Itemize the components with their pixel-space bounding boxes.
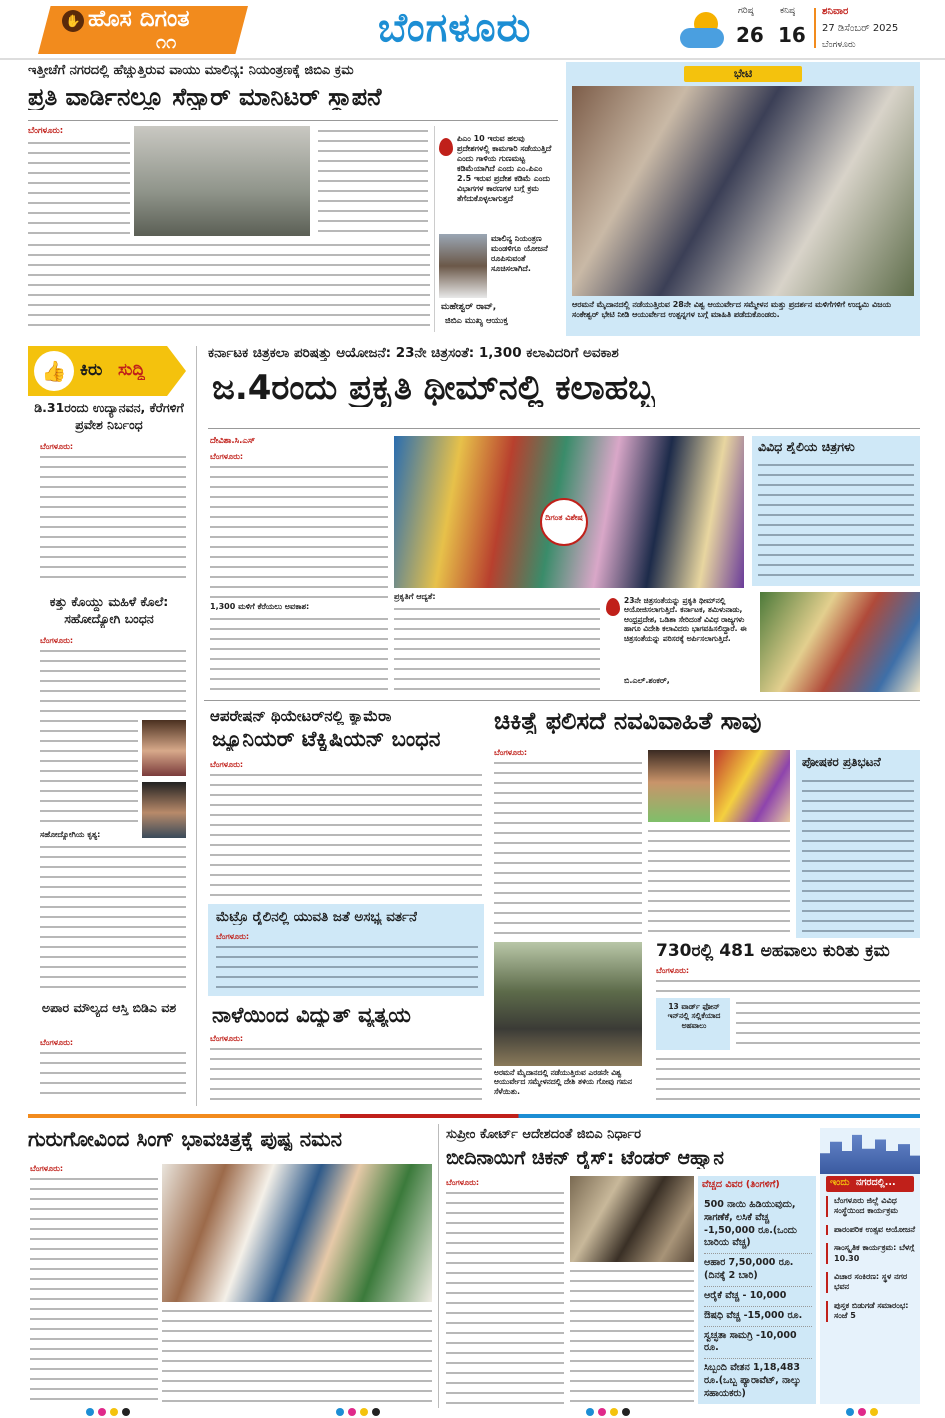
bride-text-2 [648, 826, 790, 938]
art-text-3 [394, 604, 600, 692]
cost-item: ಆಹಾರ 7,50,000 ರೂ.(ದಿನಕ್ಕೆ 2 ಬಾರಿ) [704, 1254, 812, 1287]
visit-caption: ಆರಮನೆ ಮೈದಾನದಲ್ಲಿ ನಡೆಯುತ್ತಿರುವ 28ನೇ ವಿಶ್ವ ಆಯುರ್ವೇದ ಸಮ್ಮೇಳನ ಮತ್ತು ಪ್ರದರ್ಶನ ಮಳಿಗೆಗಳಿಗೆ ಉದ್ಯಮಿ ವಿಜಯ ಸಂಕೇಶ್ವರ್ ಭೇಟಿ ನೀಡಿ ಆಯುರ್ವೇದ ಉತ್ಪನ್ನಗಳ ಬಗ್ಗೆ ಮಾಹಿತಿ ಪಡೆದುಕೊಂಡರು. [572, 300, 892, 319]
art-text-2 [210, 614, 388, 692]
cow-photo [494, 942, 642, 1066]
art-quote: 23ನೇ ಚಿತ್ರಸಂತೆಯನ್ನು ಪ್ರಕೃತಿ ಥೀಮ್‌ನಲ್ಲಿ ಆಯೋಜಿಸಲಾಗುತ್ತಿದೆ. ಕರ್ನಾಟಕ, ತಮಿಳುನಾಡು, ಆಂಧ್ರಪ್ರದೇಶ, ಒಡಿಶಾ ಸೇರಿದಂತೆ ವಿವಿಧ ರಾಜ್ಯಗಳು ಹಾಗೂ ವಿದೇಶಿ ಕಲಾವಿದರು ಭಾಗವಹಿಸಲಿದ್ದಾರೆ. ಈ ಚಿತ್ರಸಂತೆಯನ್ನು ಪರಿಸರಕ್ಕೆ ಅರ್ಪಿಸಲಾಗುತ್ತಿದೆ. [624, 596, 747, 643]
kiru-dateline-2: ಬೆಂಗಳೂರು: [40, 636, 74, 645]
grv-text-top [656, 976, 920, 996]
guru-photo [162, 1164, 432, 1302]
art-kicker: ಕರ್ನಾಟಕ ಚಿತ್ರಕಲಾ ಪರಿಷತ್ತು ಆಯೋಜನೆ: 23ನೇ ಚಿತ್ರಸಂತೆ: 1,300 ಕಲಾವಿದರಿಗೆ ಅವಕಾಶ [208, 346, 619, 361]
guru-headline: ಗುರುಗೋವಿಂದ ಸಿಂಗ್ ಭಾವಚಿತ್ರಕ್ಕೆ ಪುಷ್ಪ ನಮನ [28, 1128, 343, 1151]
cam-headline-a: ಆಪರೇಷನ್ ಥಿಯೇಟರ್‌ನಲ್ಲಿ ಕ್ಯಾಮೆರಾ [210, 708, 392, 725]
kiru-sub2: ಸಹೋದ್ಯೋಗಿಯ ಕೃತ್ಯ: [40, 830, 101, 839]
dogs-photo [570, 1176, 694, 1262]
art-byline: ದೇವಿಶಾ.ಸಿ.ಎಸ್ [210, 436, 256, 446]
bride-headline: ಚಿಕಿತ್ಸೆ ಫಲಿಸದೆ ನವವಿವಾಹಿತೆ ಸಾವು [494, 708, 762, 735]
s1-quote2: ಮಾಲಿನ್ಯ ನಿಯಂತ್ರಣ ಮಂಡಳಿಗೂ ಯೋಜನೆ ರೂಪಿಸುವಂತೆ ಸೂಚಿಸಲಾಗಿದೆ. [491, 234, 548, 273]
grv-box [656, 998, 730, 1050]
kiru-label-a: ಕಿರು [80, 361, 103, 380]
kiru-text-3 [40, 716, 138, 826]
kiru-text-1 [40, 452, 186, 586]
s1-quote-box [434, 126, 558, 332]
kiru-dateline-3: ಬೆಂಗಳೂರು: [40, 1038, 74, 1047]
bottom-color-rule [28, 1114, 920, 1118]
cost-item: ಔಷಧಿ ವೆಚ್ಚ -15,000 ರೂ. [704, 1307, 812, 1327]
kiru-h3: ಅಪಾರ ಮೌಲ್ಯದ ಆಸ್ತಿ ಬಿಡಿಎ ವಶ [41, 1000, 177, 1015]
bride-dateline: ಬೆಂಗಳೂರು: [494, 748, 528, 757]
art-rule [208, 428, 920, 429]
bride-box-text [802, 776, 914, 932]
kiru-text-4 [40, 842, 186, 994]
bride-photo-1 [648, 750, 710, 822]
dogs-dateline: ಬೆಂಗಳೂರು: [446, 1178, 480, 1187]
metro-box [208, 904, 484, 996]
visit-tag: ಭೇಟಿ [684, 66, 802, 82]
registration-marks [86, 1408, 886, 1416]
today-item: ಸಾಂಸ್ಕೃತಿಕ ಕಾರ್ಯಕ್ರಮ: ಬೆಳಗ್ಗೆ 10.30 [826, 1243, 916, 1264]
date: 27 ಡಿಸೆಂಬರ್ 2025 [822, 23, 899, 34]
page-number: ೧೧ [156, 33, 177, 53]
cost-box-title: ವೆಚ್ಚದ ವಿವರ (ತಿಂಗಳಿಗೆ) [702, 1180, 780, 1190]
art-quote-drop-icon [606, 598, 620, 616]
cost-item: 500 ನಾಯಿ ಹಿಡಿಯುವುದು, ಸಾಗಣೆಕೆ, ಲಸಿಕೆ ವೆಚ್ಚ -1,50,000 ರೂ.(ಒಂದು ಬಾರಿಯ ವೆಚ್ಚ) [704, 1196, 812, 1254]
art-quote-box [604, 594, 754, 692]
bottom-col-rule [438, 1124, 439, 1408]
bride-text-1 [494, 758, 642, 938]
art-stamp-logo [540, 498, 588, 546]
cost-list [704, 1196, 812, 1402]
art-headline: ಜ.4ರಂದು ಪ್ರಕೃತಿ ಥೀಮ್‌ನಲ್ಲಿ ಕಲಾಹಬ್ಬ [212, 370, 656, 408]
grv-headline: 730ರಲ್ಲಿ 481 ಅಹವಾಲು ಕುರಿತು ಕ್ರಮ [656, 942, 890, 961]
grv-text-right [736, 998, 920, 1050]
s1-role: ಜಿಬಿಎ ಮುಖ್ಯ ಆಯುಕ್ತ [445, 316, 508, 326]
dogs-text-1 [446, 1188, 564, 1404]
skyline-icon [820, 1128, 920, 1174]
metro-text [216, 942, 478, 992]
today-item: ಬೆಂಗಳೂರು ಜಿಲ್ಲೆ ವಿವಿಧ ಸಂಸ್ಥೆಯಿಂದ ಕಾರ್ಯಕ್ರಮ [826, 1196, 916, 1217]
weekday: ಶನಿವಾರ [822, 6, 849, 17]
metro-headline: ಮೆಟ್ರೊ ರೈಲಿನಲ್ಲಿ ಯುವತಿ ಜತೆ ಅಸಭ್ಯ ವರ್ತನೆ [216, 910, 418, 925]
metro-dateline: ಬೆಂಗಳೂರು: [216, 932, 250, 941]
mid-rule-1 [204, 700, 920, 701]
power-headline: ನಾಳೆಯಿಂದ ವಿದ್ಯುತ್ ವ್ಯತ್ಯಯ [212, 1004, 411, 1027]
kiru-thumb-icon: 👍 [34, 351, 74, 391]
power-dateline: ಬೆಂಗಳೂರು: [210, 1034, 244, 1043]
s1-text-col1 [28, 138, 130, 236]
max-temp-label: ಗರಿಷ್ಠ [738, 6, 754, 16]
cam-dateline: ಬೆಂಗಳೂರು: [210, 760, 244, 769]
cam-headline-b: ಜ್ಯೂನಿಯರ್ ಟೆಕ್ನಿಷಿಯನ್ ಬಂಧನ [212, 728, 441, 751]
kiru-label-b: ಸುದ್ದಿ [118, 361, 145, 380]
vertical-divider [814, 8, 816, 48]
bride-box-title: ಪೋಷಕರ ಪ್ರತಿಭಟನೆ [802, 756, 881, 769]
kiru-text-5 [40, 1048, 186, 1100]
kiru-dateline-1: ಬೆಂಗಳೂರು: [40, 442, 74, 451]
s1-quote: ಪಿಎಂ 10 ಇರುವ ಹಲವು ಪ್ರದೇಶಗಳಲ್ಲಿ ಕಾಮಗಾರಿ ಸಡೆಯುತ್ತಿದೆ ಎಂದು ಗಾಳಿಯ ಗುಣಮಟ್ಟ ಕಡಿಮೆಯಾಗಿದೆ ಎಂದು ಎಂ.ಪಿಎಂ 2.5 ಇರುವ ಪ್ರದೇಶ ಕಡಿಮೆ ಎಂದು ವಿಭಾಗಗಳ ಕಾರಣಗಳ ಬಗ್ಗೆ ಕ್ರಮ ತೆಗೆದುಕೊಳ್ಳಲಾಗುತ್ತದೆ [457, 134, 552, 203]
kiru-accused-photo [142, 782, 186, 838]
cost-item: ಸ್ವಚ್ಛತಾ ಸಾಮಗ್ರಿ -10,000 ರೂ. [704, 1327, 812, 1360]
today-list [826, 1196, 916, 1400]
kiru-column-rule [196, 346, 197, 1106]
weather-icon [680, 12, 726, 50]
art-side-box [752, 436, 920, 586]
visit-box [566, 62, 920, 336]
s1-traffic-photo [134, 126, 310, 236]
kiru-h1: ಡಿ.31ರಂದು ಉದ್ಯಾನವನ, ಕೆರೆಗಳಿಗೆ ಪ್ರವೇಶ ನಿರ್ಬಂಧ [34, 400, 184, 432]
today-title-a: ಇಂದು [830, 1178, 850, 1188]
s1-dateline: ಬೆಂಗಳೂರು: [28, 126, 64, 136]
art-logo-text: ದಿಗಂತ ವಿಶೇಷ [545, 513, 583, 522]
masthead [0, 0, 945, 60]
art-sub: 1,300 ಮಳಿಗೆ ಕೆರೆಯಲು ಅವಕಾಶ: [210, 602, 310, 611]
grv-dateline: ಬೆಂಗಳೂರು: [656, 966, 690, 975]
cost-item: ಆರೈಕೆ ವೆಚ್ಚ - 10,000 [704, 1287, 812, 1307]
art-crowd-photo [760, 592, 920, 692]
today-item: ವಿಚಾರ ಸಂಕಿರಣ: ಸ್ಥಳ ನಗರ ಭವನ [826, 1272, 916, 1293]
power-text [210, 1044, 482, 1108]
s1-kicker: ಇತ್ತೀಚೆಗೆ ನಗರದಲ್ಲಿ ಹೆಚ್ಚುತ್ತಿರುವ ವಾಯು ಮಾಲಿನ್ಯ: ನಿಯಂತ್ರಣಕ್ಕೆ ಜಿಬಿಎ ಕ್ರಮ [28, 64, 354, 78]
cost-box [698, 1176, 816, 1404]
art-dateline: ಬೆಂಗಳೂರು: [210, 452, 244, 461]
art-box-title: ವಿವಿಧ ಶೈಲಿಯ ಚಿತ್ರಗಳು [758, 440, 855, 454]
bride-photo-2 [714, 750, 790, 822]
art-text-1 [210, 462, 388, 598]
s1-rule [28, 120, 558, 121]
s1-headline: ಪ್ರತಿ ವಾರ್ಡಿನಲ್ಲೂ ಸೆನ್ಸಾರ್ ಮಾನಿಟರ್ ಸ್ಥಾಪನೆ [28, 84, 382, 111]
guru-text-1 [30, 1174, 158, 1404]
visit-photo [572, 86, 914, 296]
edition-place: ಬೆಂಗಳೂರು [822, 40, 856, 50]
cost-item: ಸಿಬ್ಬಂದಿ ವೇತನ 1,18,483 ರೂ.(ಒಬ್ಬ ಪ್ಯಾರಾವೆಟ್, ನಾಲ್ಕು ಸಹಾಯಕರು) [704, 1359, 812, 1402]
grv-box-text: 13 ವಾರ್ಡ್ ಫೋನ್ ಇನ್‌ನಲ್ಲಿ ಸಲ್ಲಿಕೆಯಾದ ಅಹವಾಲು [667, 1002, 721, 1030]
city-title: ಬೆಂಗಳೂರು [378, 6, 532, 50]
min-temp: 16 [778, 24, 806, 46]
s1-person: ಮಹೇಶ್ವರ್ ರಾವ್, [441, 302, 497, 312]
dogs-kicker: ಸುಪ್ರೀಂ ಕೋರ್ಟ್ ಆದೇಶದಂತೆ ಜಿಬಿಎ ನಿರ್ಧಾರ [446, 1128, 641, 1142]
dogs-headline: ಬೀದಿನಾಯಿಗೆ ಚಿಕನ್ ರೈಸ್: ಟೆಂಡರ್ ಆಹ್ವಾನ [446, 1148, 724, 1169]
dogs-text-2 [570, 1266, 694, 1404]
quote-drop-icon [439, 138, 453, 156]
kiru-text-2 [40, 646, 186, 716]
art-box-text [758, 460, 914, 582]
kiru-victim-photo [142, 720, 186, 776]
today-item: ಪುಸ್ತಕ ಬಿಡುಗಡೆ ಸಮಾರಂಭ: ಸಂಜೆ 5 [826, 1301, 916, 1322]
cam-text [210, 770, 482, 900]
max-temp: 26 [736, 24, 764, 46]
today-item: ಪಾರಂಪರಿಕ ಉತ್ಸವ ಆಯೋಜನೆ [826, 1225, 916, 1235]
today-box [820, 1128, 920, 1404]
s1-person-photo [439, 234, 487, 298]
bride-box [796, 750, 920, 938]
brand-logo-icon: ✋ [62, 10, 84, 32]
guru-text-2 [162, 1306, 432, 1404]
guru-dateline: ಬೆಂಗಳೂರು: [30, 1164, 64, 1173]
cow-caption: ಅರಮನೆ ಮೈದಾನದಲ್ಲಿ ನಡೆಯುತ್ತಿರುವ ಎರಡನೇ ವಿಶ್ವ ಆಯುರ್ವೇದ ಸಮ್ಮೇಳನದಲ್ಲಿ ದೇಶಿ ತಳಿಯ ಗೋವು ಗಮನ ಸೆಳೆಯಿತು. [494, 1068, 633, 1096]
min-temp-label: ಕನಿಷ್ಠ [780, 6, 796, 16]
brand-logo: ಹೊಸ ದಿಗಂತ [88, 7, 190, 32]
s1-text-col2 [318, 126, 428, 236]
s1-text-wide [28, 240, 430, 332]
today-title-b: ನಗರದಲ್ಲಿ... [856, 1178, 896, 1188]
kiru-h2: ಕತ್ತು ಕೊಯ್ದು ಮಹಿಳೆ ಕೊಲೆ: ಸಹೋದ್ಯೋಗಿ ಬಂಧನ [49, 594, 169, 626]
art-photo-label: ಪ್ರಕೃತಿಗೆ ಆದ್ಯತೆ: [394, 592, 436, 601]
grv-text-bottom [656, 1054, 920, 1108]
art-person: ಬಿ.ಎಲ್.ಶಂಕರ್, [624, 676, 670, 685]
